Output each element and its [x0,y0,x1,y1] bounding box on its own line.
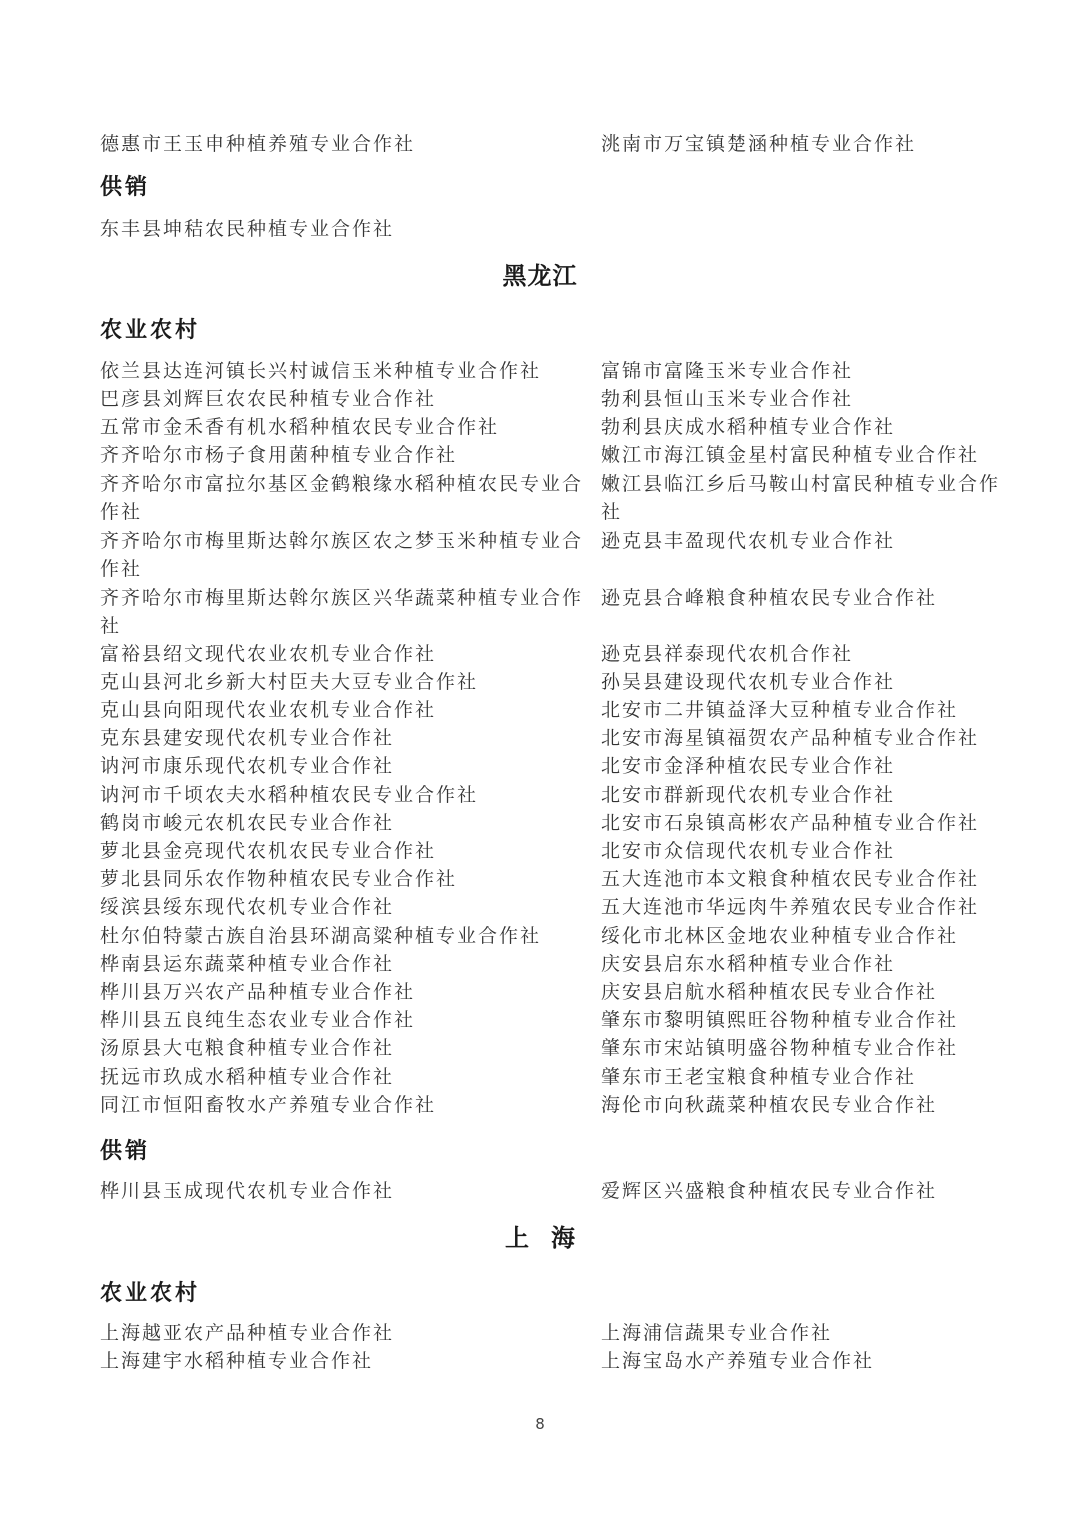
province-title-shanghai: 上海 [505,1224,597,1252]
coop-item: 绥化市北林区金地农业种植专业合作社 [601,925,959,947]
coop-item: 富锦市富隆玉米专业合作社 [601,360,854,382]
coop-item: 勃利县恒山玉米专业合作社 [601,388,854,410]
coop-item: 鹤岗市峻元农机农民专业合作社 [100,812,395,834]
coop-item: 北安市二井镇益泽大豆种植专业合作社 [601,699,959,721]
coop-item: 嫩江县临江乡后马鞍山村富民种植专业合作社 [601,473,1001,523]
coop-item: 爱辉区兴盛粮食种植农民专业合作社 [601,1180,938,1202]
coop-item: 桦南县运东蔬菜种植专业合作社 [100,953,395,975]
coop-item: 上海浦信蔬果专业合作社 [601,1322,833,1344]
coop-item: 齐齐哈尔市富拉尔基区金鹤粮缘水稻种植农民专业合作社 [100,473,584,523]
coop-item: 嫩江市海江镇金星村富民种植专业合作社 [601,444,980,466]
section-heading-agriculture: 农业农村 [100,1281,201,1306]
coop-item: 萝北县同乐农作物种植农民专业合作社 [100,868,458,890]
coop-item: 五大连池市本文粮食种植农民专业合作社 [601,868,980,890]
coop-item: 上海建宇水稻种植专业合作社 [100,1350,374,1372]
coop-item: 逊克县合峰粮食种植农民专业合作社 [601,587,938,609]
coop-item: 肇东市宋站镇明盛谷物种植专业合作社 [601,1037,959,1059]
page-number: 8 [535,1415,545,1433]
coop-item: 北安市海星镇福贺农产品种植专业合作社 [601,727,980,749]
coop-item: 逊克县祥泰现代农机合作社 [601,643,854,665]
coop-item: 抚远市玖成水稻种植专业合作社 [100,1066,395,1088]
coop-item: 德惠市王玉申种植养殖专业合作社 [100,133,416,155]
coop-item: 齐齐哈尔市梅里斯达斡尔族区农之梦玉米种植专业合作社 [100,530,584,580]
coop-item: 上海越亚农产品种植专业合作社 [100,1322,395,1344]
coop-item: 杜尔伯特蒙古族自治县环湖高粱种植专业合作社 [100,925,542,947]
coop-item: 克山县向阳现代农业农机专业合作社 [100,699,437,721]
coop-item: 五常市金禾香有机水稻种植农民专业合作社 [100,416,500,438]
coop-item: 孙吴县建设现代农机专业合作社 [601,671,896,693]
coop-item: 北安市群新现代农机专业合作社 [601,784,896,806]
coop-item: 勃利县庆成水稻种植专业合作社 [601,416,896,438]
coop-item: 肇东市黎明镇熙旺谷物种植专业合作社 [601,1009,959,1031]
province-title-heilongjiang: 黑龙江 [502,262,578,290]
coop-item: 庆安县启航水稻种植农民专业合作社 [601,981,938,1003]
coop-item: 齐齐哈尔市梅里斯达斡尔族区兴华蔬菜种植专业合作社 [100,587,584,637]
coop-item: 庆安县启东水稻种植专业合作社 [601,953,896,975]
coop-item: 东丰县坤秸农民种植专业合作社 [100,218,395,240]
coop-item: 讷河市千顷农夫水稻种植农民专业合作社 [100,784,479,806]
coop-item: 桦川县玉成现代农机专业合作社 [100,1180,395,1202]
coop-item: 克东县建安现代农机专业合作社 [100,727,395,749]
coop-item: 绥滨县绥东现代农机专业合作社 [100,896,395,918]
coop-item: 依兰县达连河镇长兴村诚信玉米种植专业合作社 [100,360,542,382]
section-heading-supply: 供销 [100,175,151,200]
coop-item: 五大连池市华远肉牛养殖农民专业合作社 [601,896,980,918]
coop-item: 上海宝岛水产养殖专业合作社 [601,1350,875,1372]
coop-item: 萝北县金亮现代农机农民专业合作社 [100,840,437,862]
coop-item: 巴彦县刘辉巨农农民种植专业合作社 [100,388,437,410]
coop-item: 汤原县大屯粮食种植专业合作社 [100,1037,395,1059]
coop-item: 桦川县万兴农产品种植专业合作社 [100,981,416,1003]
coop-item: 讷河市康乐现代农机专业合作社 [100,755,395,777]
coop-item: 洮南市万宝镇楚涵种植专业合作社 [601,133,917,155]
coop-item: 海伦市向秋蔬菜种植农民专业合作社 [601,1094,938,1116]
coop-item: 齐齐哈尔市杨子食用菌种植专业合作社 [100,444,458,466]
section-heading-supply: 供销 [100,1139,151,1164]
section-heading-agriculture: 农业农村 [100,318,201,343]
coop-item: 北安市众信现代农机专业合作社 [601,840,896,862]
coop-item: 桦川县五良纯生态农业专业合作社 [100,1009,416,1031]
coop-item: 克山县河北乡新大村臣夫大豆专业合作社 [100,671,479,693]
coop-item: 肇东市王老宝粮食种植专业合作社 [601,1066,917,1088]
coop-item: 北安市金泽种植农民专业合作社 [601,755,896,777]
coop-item: 富裕县绍文现代农业农机专业合作社 [100,643,437,665]
coop-item: 逊克县丰盈现代农机专业合作社 [601,530,896,552]
coop-item: 北安市石泉镇高彬农产品种植专业合作社 [601,812,980,834]
coop-item: 同江市恒阳畜牧水产养殖专业合作社 [100,1094,437,1116]
